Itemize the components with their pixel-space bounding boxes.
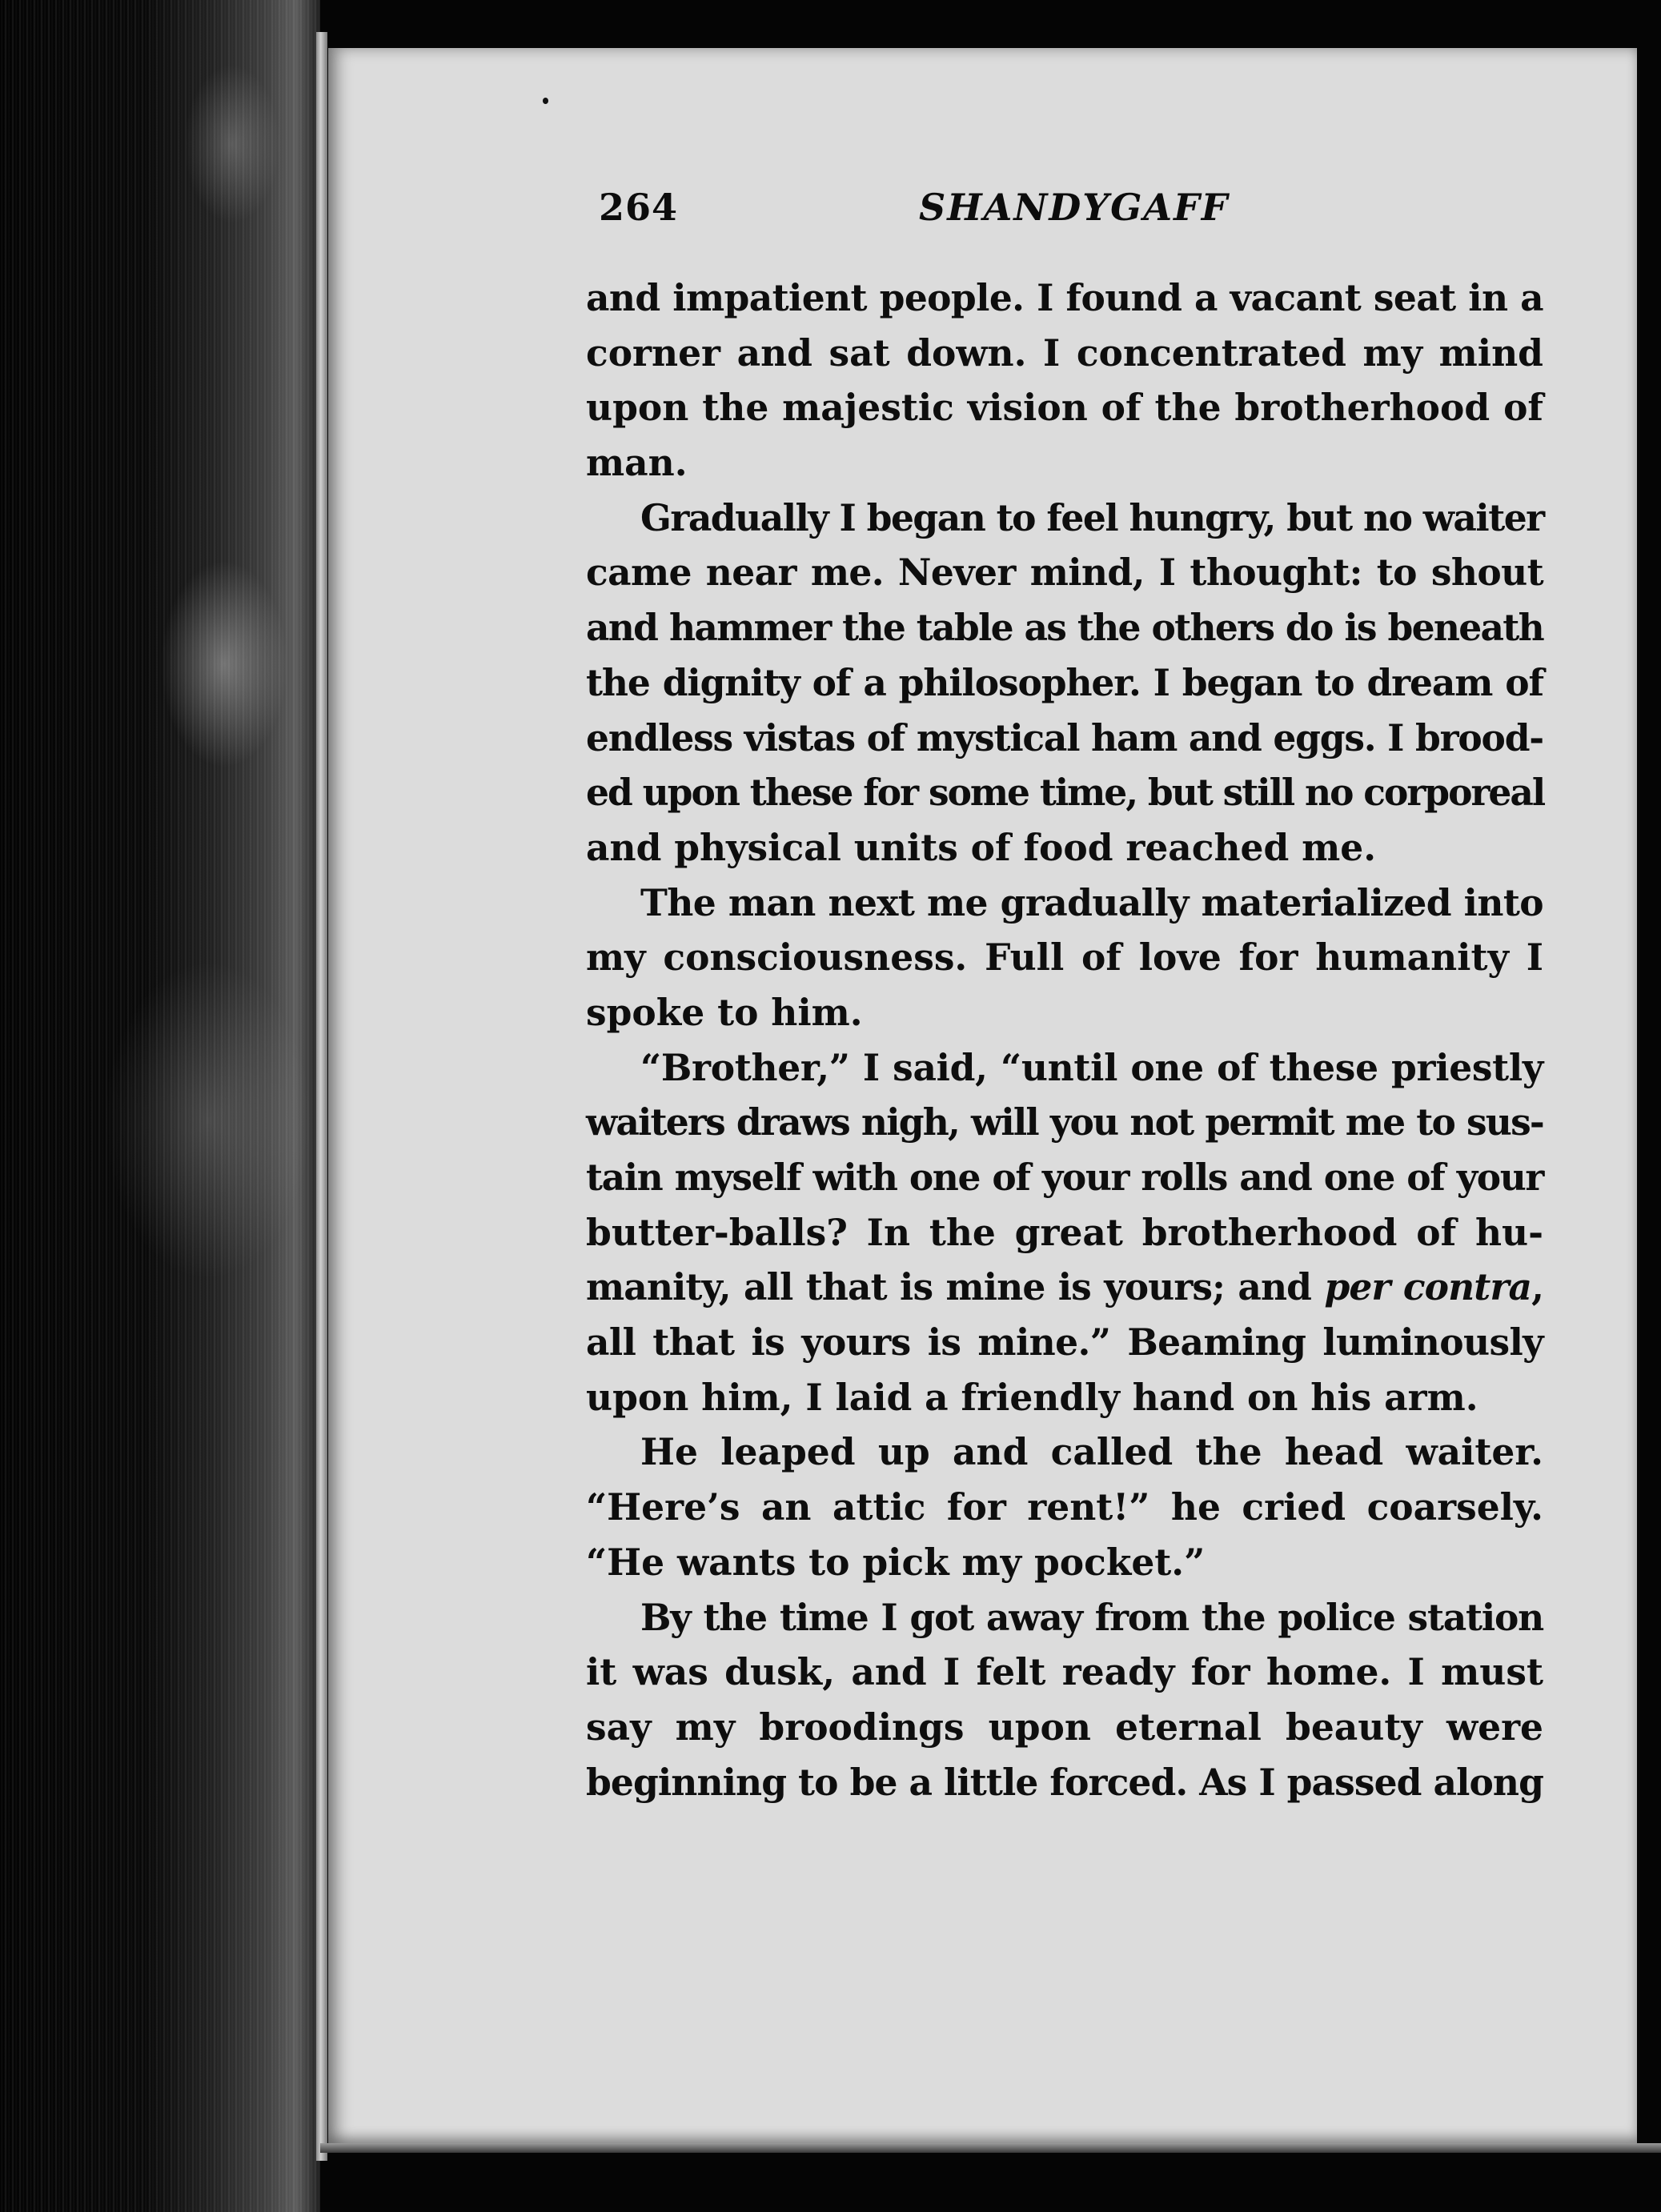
page-gutter <box>316 32 327 2161</box>
page-bottom-edge <box>320 2143 1661 2153</box>
body-text <box>586 270 1543 1809</box>
edge-glare <box>104 960 312 1280</box>
page-number: 264 <box>599 186 679 229</box>
text-line: corner and sat down. I concentrated my mind <box>586 331 1543 375</box>
text-line: Gradually I began to feel hungry, but no waiter <box>640 495 1544 539</box>
text-line: and physical units of food reached me. <box>586 825 1377 869</box>
text-line: manity, all that is mine is yours; and per contra, <box>586 1265 1544 1309</box>
text-line: butter-balls? In the great brotherhood of hu- <box>586 1210 1543 1254</box>
text-line: say my broodings upon eternal beauty were <box>586 1705 1543 1749</box>
text-line: ed upon these for some time, but still no corporeal <box>586 771 1545 815</box>
text-line: “Brother,” I said, “until one of these priestly <box>640 1045 1543 1089</box>
text-line: the dignity of a philosopher. I began to dream of <box>586 660 1543 704</box>
text-line: beginning to be a little forced. As I passed along <box>586 1760 1543 1804</box>
text-line: endless vistas of mystical ham and eggs. I brood- <box>586 715 1543 759</box>
text-line: tain myself with one of your rolls and one of your <box>586 1156 1543 1199</box>
ink-speck <box>543 98 548 104</box>
text-line: “Here’s an attic for rent!” he cried coarsely. <box>586 1485 1543 1529</box>
text-line: and hammer the table as the others do is beneath <box>586 606 1543 650</box>
text-line: “He wants to pick my pocket.” <box>586 1540 1206 1584</box>
edge-glare <box>160 560 288 768</box>
text-line: spoke to him. <box>586 990 863 1034</box>
text-line: upon the majestic vision of the brotherhood of <box>586 386 1543 430</box>
text-line: upon him, I laid a friendly hand on his arm. <box>586 1375 1478 1419</box>
text-line: it was dusk, and I felt ready for home. I must <box>586 1650 1543 1694</box>
italic-phrase: per contra <box>1324 1265 1532 1309</box>
text-line: all that is yours is mine.” Beaming luminously <box>586 1320 1543 1364</box>
text-line: my consciousness. Full of love for humanity I <box>586 936 1543 980</box>
running-title: SHANDYGAFF <box>919 186 1230 229</box>
text-line: waiters draws nigh, will you not permit me to sus- <box>586 1100 1543 1144</box>
edge-glare <box>184 64 280 224</box>
running-head <box>599 186 1255 250</box>
text-line: and impatient people. I found a vacant seat in a <box>586 276 1543 319</box>
text-line: man. <box>586 441 688 485</box>
text-line: came near me. Never mind, I thought: to shout <box>586 551 1543 595</box>
text-line: He leaped up and called the head waiter. <box>640 1430 1543 1474</box>
text-line: The man next me gradually materialized into <box>640 880 1543 924</box>
text-line: By the time I got away from the police station <box>640 1595 1543 1639</box>
